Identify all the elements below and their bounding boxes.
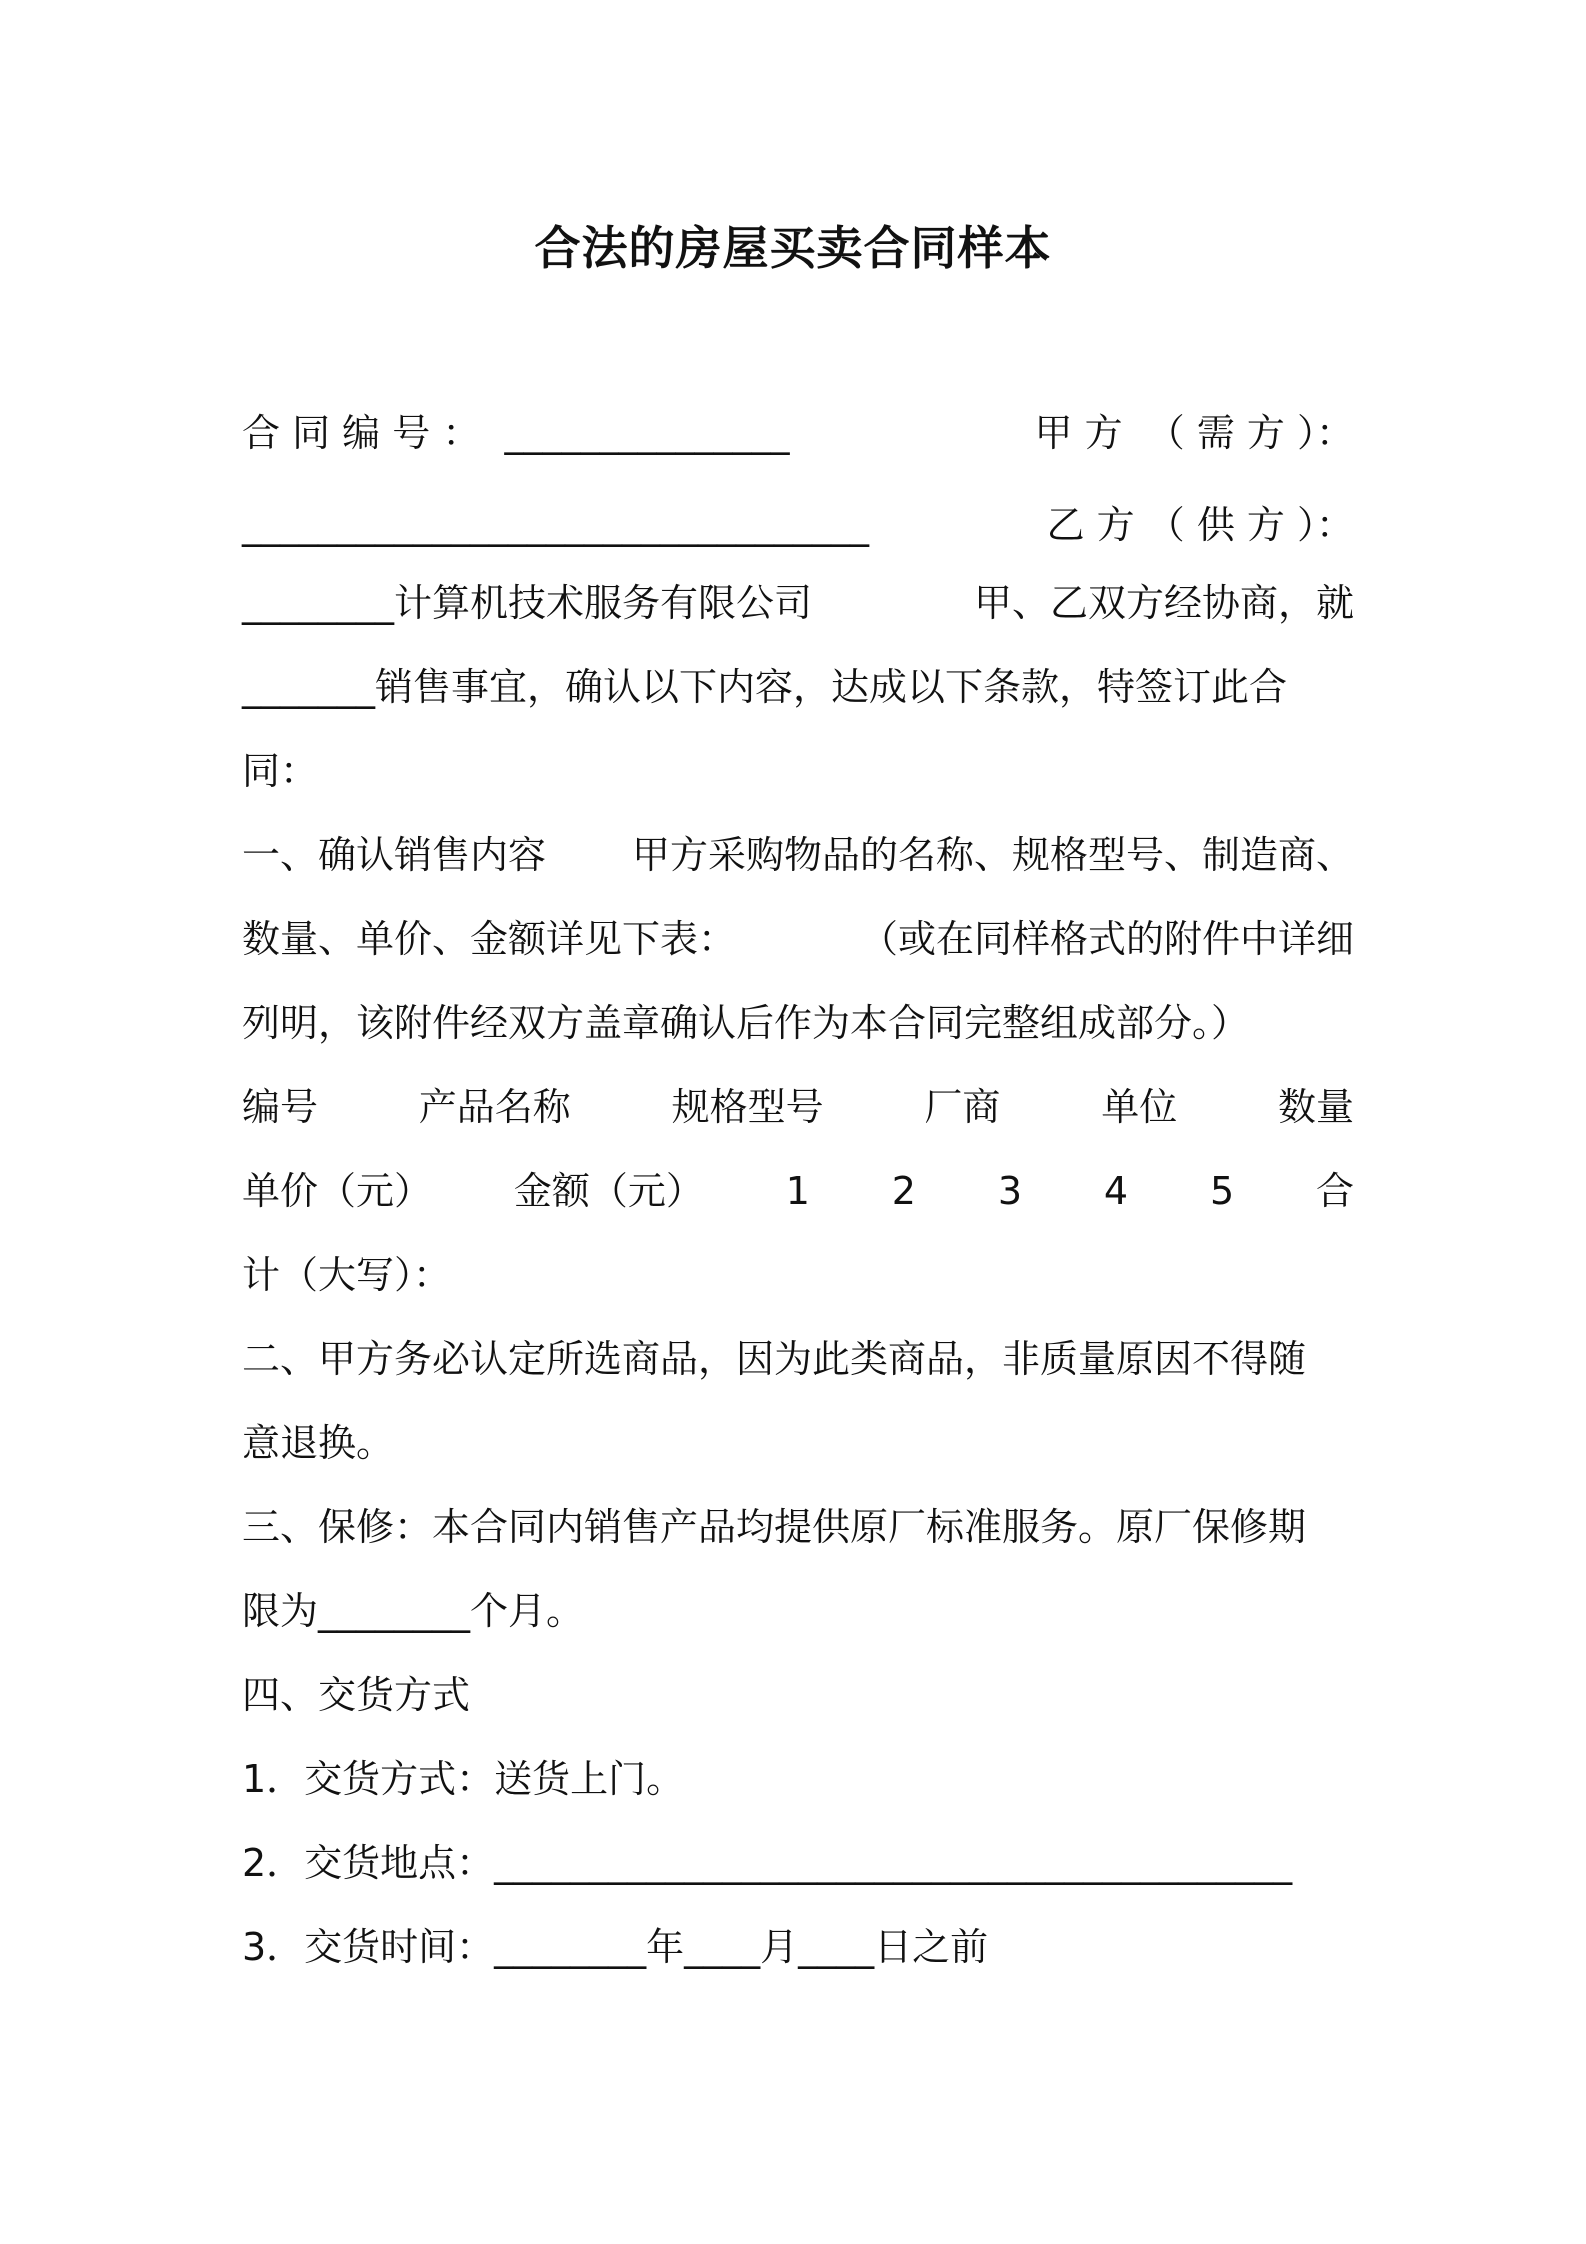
table-cell: 3 bbox=[997, 1169, 1023, 1213]
section-2-line-1: 二、甲方务必认定所选商品，因为此类商品，非质量原因不得随 bbox=[242, 1337, 1307, 1381]
table-cell: 合 bbox=[1315, 1169, 1354, 1213]
table-cell: 4 bbox=[1103, 1169, 1129, 1213]
company-name: ________计算机技术服务有限公司 bbox=[242, 581, 813, 625]
intro-line: _______销售事宜，确认以下内容，达成以下条款，特签订此合 bbox=[242, 665, 1288, 709]
party-a-blank: _________________________________ bbox=[242, 503, 869, 547]
party-b-line bbox=[242, 500, 1354, 550]
table-cell: 5 bbox=[1209, 1169, 1235, 1213]
table-cell: 金额（元） bbox=[513, 1169, 704, 1213]
section-1-text: 甲方采购物品的名称、规格型号、制造商、 bbox=[631, 833, 1354, 877]
table-header-cell: 厂商 bbox=[924, 1085, 1001, 1129]
table-cell: 2 bbox=[891, 1169, 916, 1213]
contract-number-line bbox=[242, 408, 1354, 458]
section-4-heading: 四、交货方式 bbox=[242, 1673, 471, 1717]
section-1-line-3: 列明，该附件经双方盖章确认后作为本合同完整组成部分。） bbox=[242, 1001, 1250, 1045]
table-header-cell: 规格型号 bbox=[671, 1085, 824, 1129]
section-2-line-2: 意退换。 bbox=[242, 1421, 395, 1465]
table-header-cell: 产品名称 bbox=[418, 1085, 571, 1129]
delivery-time: 3．交货时间：________年____月____日之前 bbox=[242, 1925, 989, 1969]
delivery-location: 2．交货地点：__________________________________________ bbox=[242, 1841, 1293, 1885]
contract-number-label: 合 同 编 号 ： _______________ bbox=[242, 411, 790, 455]
section-1-line-2 bbox=[242, 914, 1354, 964]
section-1-heading-line bbox=[242, 830, 1354, 880]
section-3-line-1: 三、保修：本合同内销售产品均提供原厂标准服务。原厂保修期 bbox=[242, 1505, 1307, 1549]
party-b-label: 乙 方 （ 供 方 ）： bbox=[1046, 503, 1354, 547]
section-1-heading: 一、确认销售内容 bbox=[242, 833, 547, 877]
table-header-cell: 数量 bbox=[1277, 1085, 1354, 1129]
intro-line-end: 同： bbox=[242, 749, 319, 793]
table-row bbox=[242, 1166, 1354, 1216]
table-cell: 1 bbox=[785, 1169, 810, 1213]
table-header-cell: 单位 bbox=[1101, 1085, 1178, 1129]
table-header-cell: 编号 bbox=[242, 1085, 319, 1129]
table-cell: 单价（元） bbox=[242, 1169, 433, 1213]
section-3-line-2: 限为________个月。 bbox=[242, 1589, 585, 1633]
negotiation-text: 甲、乙双方经协商，就 bbox=[973, 581, 1354, 625]
delivery-method: 1．交货方式：送货上门。 bbox=[242, 1757, 685, 1801]
party-a-label: 甲 方 （ 需 方 ）： bbox=[1034, 411, 1354, 455]
section-1-text-2a: 数量、单价、金额详见下表： bbox=[242, 917, 737, 961]
company-line bbox=[242, 578, 1354, 628]
document-title: 合法的房屋买卖合同样本 bbox=[534, 221, 1052, 275]
section-1-text-2b: （或在同样格式的附件中详细 bbox=[859, 917, 1354, 961]
table-header-row bbox=[242, 1082, 1354, 1132]
total-line: 计（大写）： bbox=[242, 1253, 452, 1297]
